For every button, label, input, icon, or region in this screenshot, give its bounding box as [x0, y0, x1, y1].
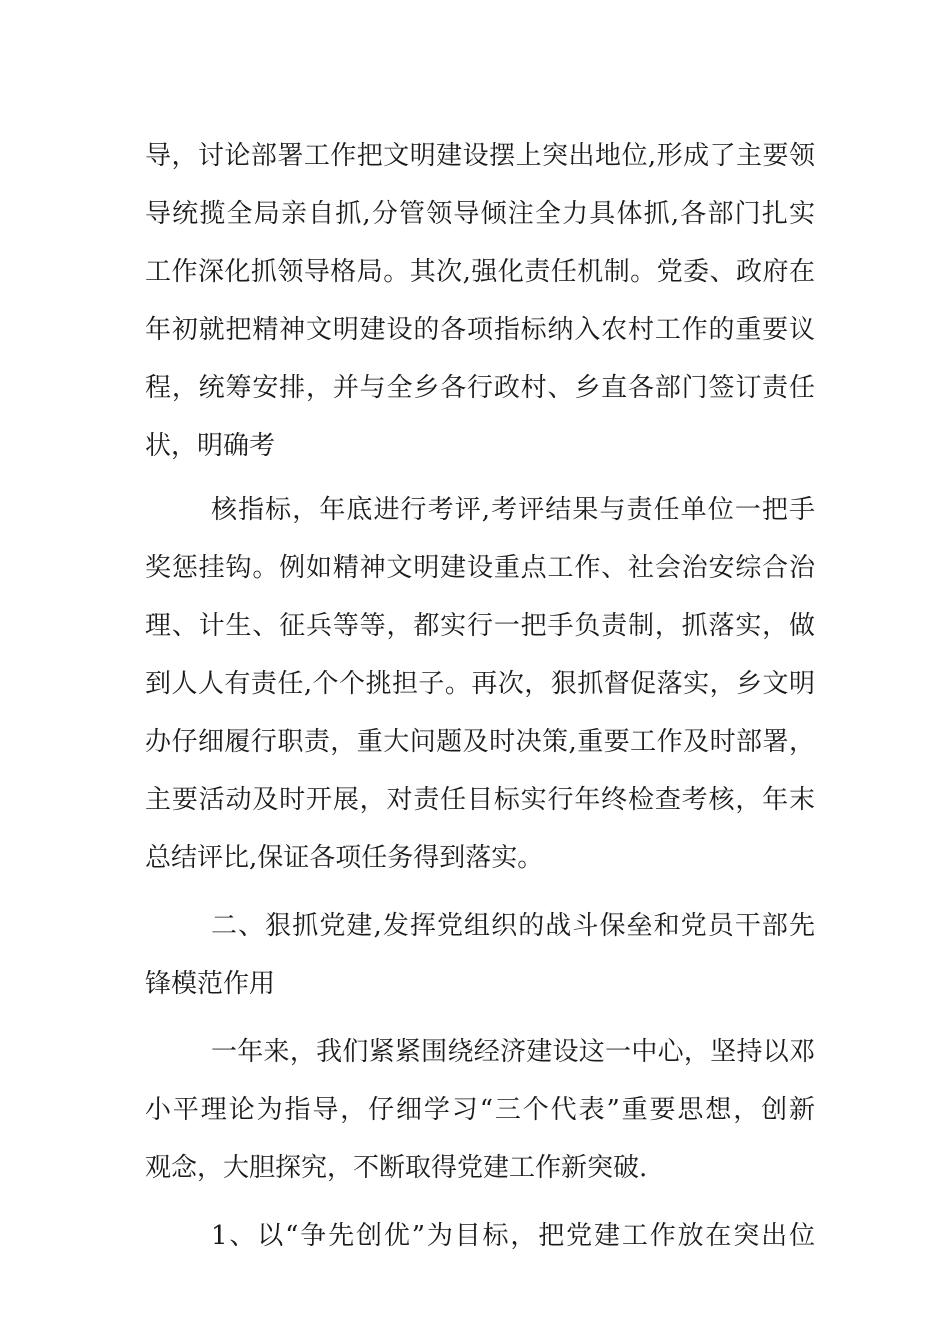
body-line: 总结评比,保证各项任务得到落实。: [145, 843, 544, 873]
body-line: 1、以“争先创优”为目标，把党建工作放在突出位: [211, 1221, 815, 1251]
document-body: [145, 127, 815, 1265]
body-line: 导，讨论部署工作把文明建设摆上突出地位,形成了主要领: [145, 141, 815, 171]
body-line: 理、计生、征兵等等，都实行一把手负责制，抓落实，做: [145, 611, 815, 641]
body-line: 观念，大胆探究，不断取得党建工作新突破.: [145, 1153, 648, 1183]
body-line: 状，明确考: [145, 431, 276, 461]
body-line: 办仔细履行职责，重大问题及时决策,重要工作及时部署，: [145, 727, 815, 757]
body-line: 到人人有责任,个个挑担子。再次，狠抓督促落实，乡文明: [145, 669, 815, 699]
body-line: 奖惩挂钩。例如精神文明建设重点工作、社会治安综合治: [145, 553, 815, 583]
body-line: 导统揽全局亲自抓,分管领导倾注全力具体抓,各部门扎实: [145, 199, 815, 229]
section-heading-line: 锋模范作用: [145, 969, 276, 999]
body-line: 核指标，年底进行考评,考评结果与责任单位一把手: [211, 495, 815, 525]
body-line: 一年来，我们紧紧围绕经济建设这一中心，坚持以邓: [211, 1037, 815, 1067]
body-line: 年初就把精神文明建设的各项指标纳入农村工作的重要议: [145, 315, 815, 345]
body-line: 工作深化抓领导格局。其次,强化责任机制。党委、政府在: [145, 257, 815, 287]
section-heading-line: 二、狠抓党建,发挥党组织的战斗保垒和党员干部先: [211, 911, 815, 941]
body-line: 程，统筹安排，并与全乡各行政村、乡直各部门签订责任: [145, 373, 815, 403]
body-line: 主要活动及时开展，对责任目标实行年终检查考核，年末: [145, 785, 815, 815]
body-line: 小平理论为指导，仔细学习“三个代表”重要思想，创新: [145, 1095, 815, 1125]
